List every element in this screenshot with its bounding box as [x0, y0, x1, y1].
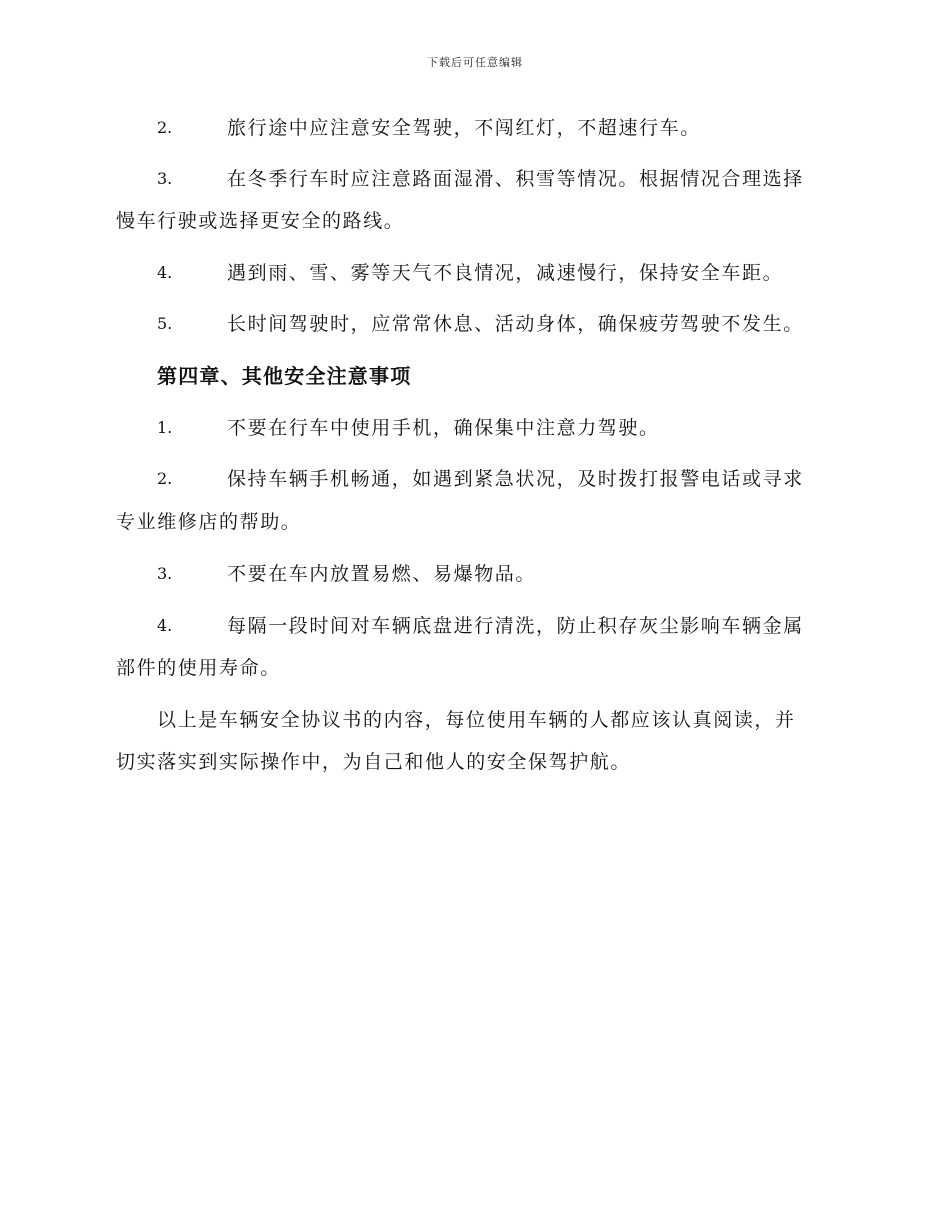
- item-text: 每隔一段时间对车辆底盘进行清洗，防止积存灰尘影响车辆金属: [227, 615, 804, 637]
- item-number: 5.: [157, 314, 173, 333]
- item-number: 3.: [157, 169, 173, 188]
- item-number: 1.: [157, 418, 173, 437]
- closing-text-line2: 切实落实到实际操作中，为自己和他人的安全保驾护航。: [116, 751, 632, 773]
- item-text: 长时间驾驶时，应常常休息、活动身体，确保疲劳驾驶不发生。: [227, 313, 804, 335]
- item-number: 3.: [157, 564, 173, 583]
- item-text: 不要在车内放置易燃、易爆物品。: [227, 563, 537, 585]
- header-note: 下载后可任意编辑: [427, 56, 523, 69]
- item-text: 在冬季行车时应注意路面湿滑、积雪等情况。根据情况合理选择: [227, 168, 804, 190]
- item-text: 保持车辆手机畅通，如遇到紧急状况，及时拨打报警电话或寻求: [227, 468, 804, 490]
- item-text: 旅行途中应注意安全驾驶，不闯红灯，不超速行车。: [227, 117, 701, 139]
- item-number: 4.: [157, 616, 173, 635]
- chapter-heading: 第四章、其他安全注意事项: [157, 364, 412, 388]
- item-text: 不要在行车中使用手机，确保集中注意力驾驶。: [227, 417, 660, 439]
- item-number: 2.: [157, 118, 173, 137]
- item-text-continued: 专业维修店的帮助。: [116, 511, 302, 533]
- item-number: 2.: [157, 469, 173, 488]
- closing-text-line1: 以上是车辆安全协议书的内容，每位使用车辆的人都应该认真阅读，并: [157, 709, 796, 731]
- item-text-continued: 部件的使用寿命。: [116, 657, 281, 679]
- item-number: 4.: [157, 263, 173, 282]
- item-text: 遇到雨、雪、雾等天气不良情况，减速慢行，保持安全车距。: [227, 262, 784, 284]
- item-text-continued: 慢车行驶或选择更安全的路线。: [116, 210, 405, 232]
